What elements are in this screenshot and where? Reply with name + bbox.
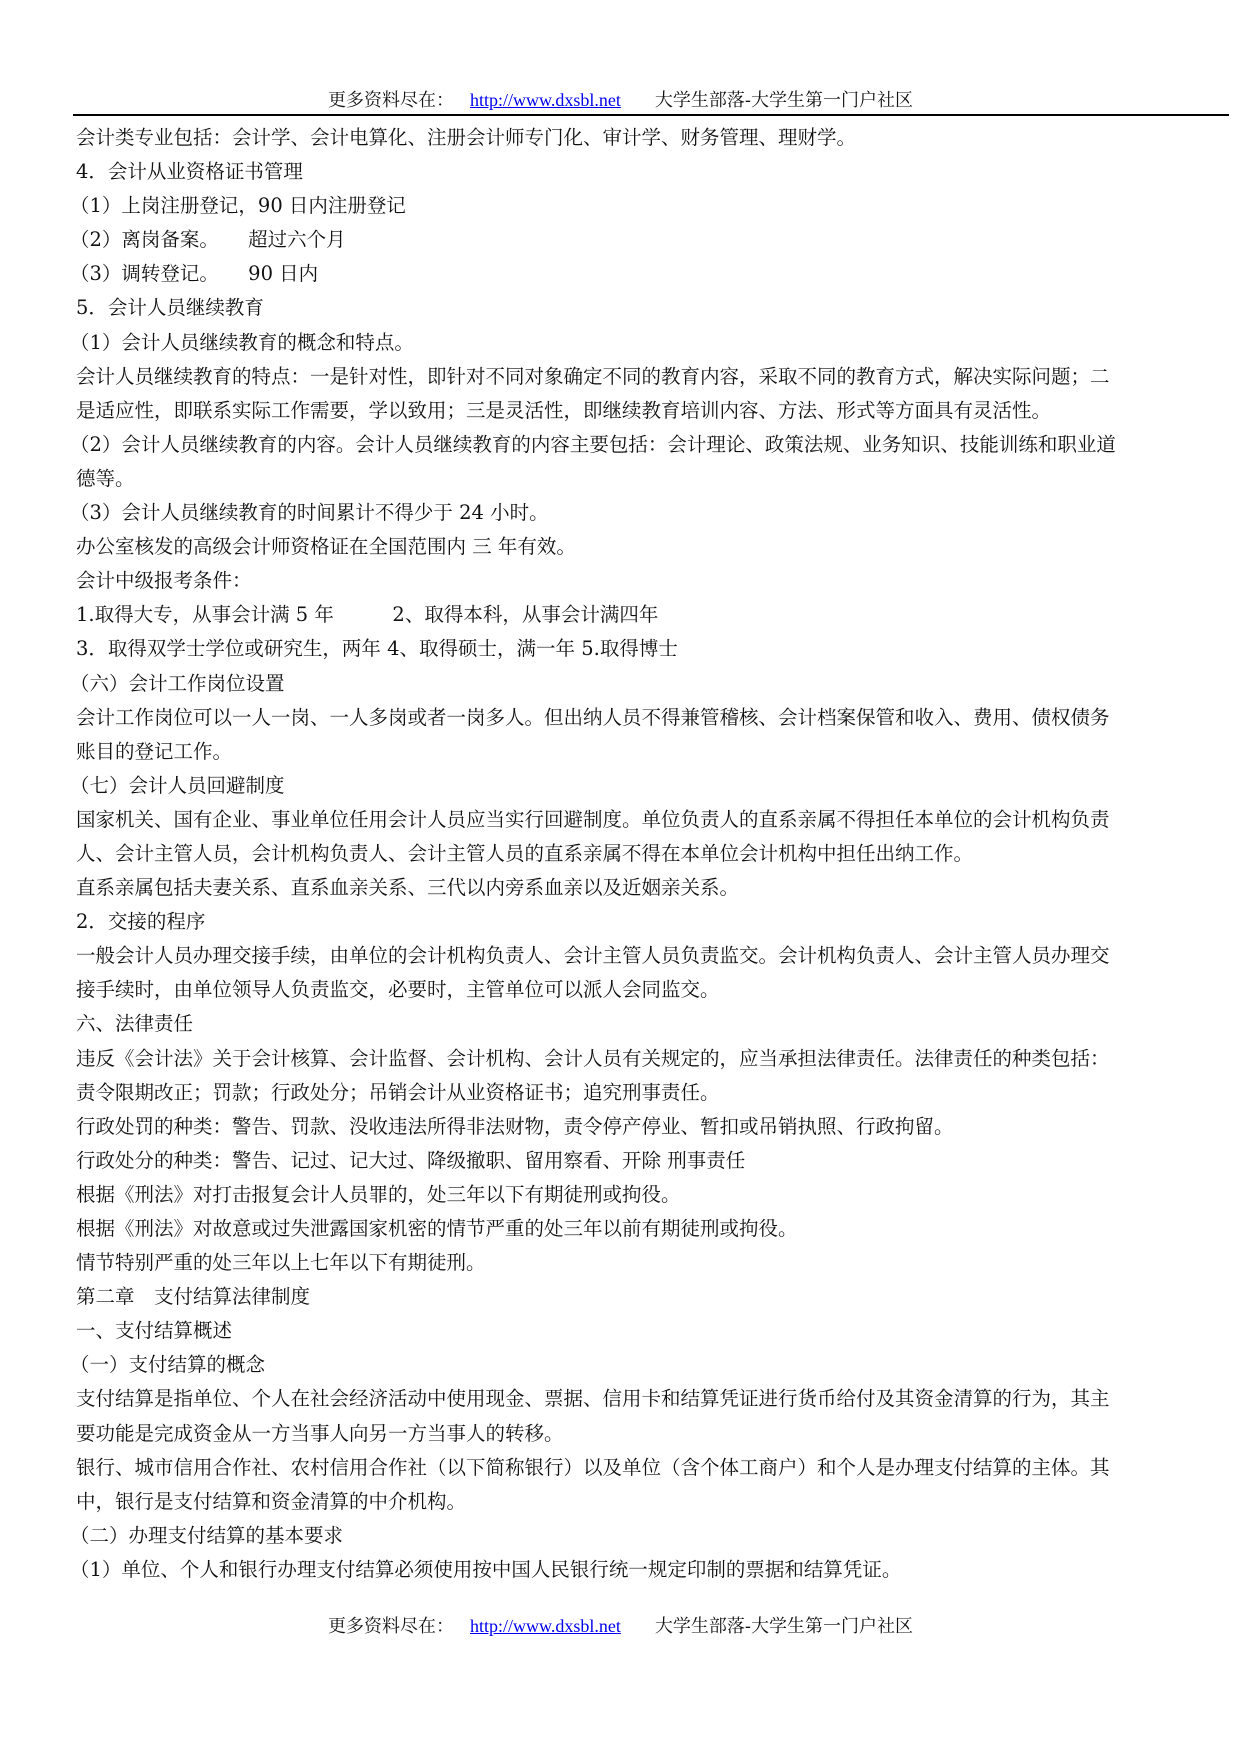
text-line: 5．会计人员继续教育: [76, 296, 264, 320]
text-line: 国家机关、国有企业、事业单位任用会计人员应当实行回避制度。单位负责人的直系亲属不得担任本单位的会计机构负责: [76, 807, 1110, 831]
text-line: 会计类专业包括：会计学、会计电算化、注册会计师专门化、审计学、财务管理、理财学。: [76, 126, 857, 149]
text-line: （六）会计工作岗位设置: [70, 671, 285, 695]
text-line: （一）支付结算的概念: [70, 1353, 266, 1377]
text-line: 根据《刑法》对故意或过失泄露国家机密的情节严重的处三年以前有期徒刑或拘役。: [76, 1217, 798, 1240]
header-site-name: 大学生部落-大学生第一门户社区: [654, 90, 913, 111]
text-line: （2）离岗备案。 超过六个月: [70, 228, 346, 252]
page-header: [0, 88, 1241, 113]
text-line: 直系亲属包括夫妻关系、直系血亲关系、三代以内旁系血亲以及近姻亲关系。: [76, 876, 740, 900]
text-line: 是适应性，即联系实际工作需要，学以致用；三是灵活性，即继续教育培训内容、方法、形式等方面具有灵活性。: [76, 398, 1052, 422]
text-line: 情节特别严重的处三年以上七年以下有期徒刑。: [76, 1251, 486, 1275]
text-line: 支付结算是指单位、个人在社会经济活动中使用现金、票据、信用卡和结算凭证进行货币给付及其资金清算的行为，其主: [76, 1387, 1110, 1411]
text-line: （1）上岗注册登记，90 日内注册登记: [70, 194, 406, 218]
page-footer: [0, 1614, 1241, 1639]
text-line: 4．会计从业资格证书管理: [76, 160, 303, 184]
footer-site-name: 大学生部落-大学生第一门户社区: [654, 1616, 913, 1637]
text-line: 银行、城市信用合作社、农村信用合作社（以下简称银行）以及单位（含个体工商户）和个人是办理支付结算的主体。其: [76, 1455, 1110, 1479]
text-line: 2．交接的程序: [76, 910, 206, 934]
footer-link[interactable]: http://www.dxsbl.net: [470, 1616, 621, 1636]
text-line: 第二章 支付结算法律制度: [76, 1285, 311, 1309]
text-line: 行政处分的种类：警告、记过、记大过、降级撤职、留用察看、开除 刑事责任: [76, 1148, 746, 1172]
text-line: 责令限期改正；罚款；行政处分；吊销会计从业资格证书；追究刑事责任。: [76, 1080, 720, 1104]
text-line: 办公室核发的高级会计师资格证在全国范围内 三 年有效。: [76, 535, 576, 559]
header-link[interactable]: http://www.dxsbl.net: [470, 90, 621, 110]
text-line: 违反《会计法》关于会计核算、会计监督、会计机构、会计人员有关规定的，应当承担法律责任。法律责任的种类包括：: [76, 1046, 1110, 1070]
text-line: 行政处罚的种类：警告、罚款、没收违法所得非法财物，责令停产停业、暂扣或吊销执照、行政拘留。: [76, 1114, 954, 1138]
text-line: 要功能是完成资金从一方当事人向另一方当事人的转移。: [76, 1421, 564, 1445]
text-line: （2）会计人员继续教育的内容。会计人员继续教育的内容主要包括：会计理论、政策法规、业务知识、技能训练和职业道: [70, 432, 1116, 456]
text-line: 根据《刑法》对打击报复会计人员罪的，处三年以下有期徒刑或拘役。: [76, 1182, 681, 1206]
text-line: 会计人员继续教育的特点：一是针对性，即针对不同对象确定不同的教育内容，采取不同的教育方式，解决实际问题；二: [76, 364, 1110, 388]
footer-prefix: 更多资料尽在：: [328, 1616, 455, 1637]
text-line: 会计中级报考条件：: [76, 569, 252, 593]
text-line: 六、法律责任: [76, 1012, 194, 1036]
text-line: （七）会计人员回避制度: [70, 773, 285, 797]
text-line: 中，银行是支付结算和资金清算的中介机构。: [76, 1489, 467, 1513]
text-line: 1.取得大专，从事会计满 5 年 2、取得本科，从事会计满四年: [76, 603, 659, 627]
header-rule: [73, 114, 1229, 116]
text-line: （1）会计人员继续教育的概念和特点。: [70, 330, 414, 354]
text-line: （1）单位、个人和银行办理支付结算必须使用按中国人民银行统一规定印制的票据和结算凭证。: [70, 1557, 902, 1581]
text-line: 接手续时，由单位领导人负责监交，必要时，主管单位可以派人会同监交。: [76, 978, 720, 1002]
text-line: 德等。: [76, 466, 135, 490]
text-line: 一、支付结算概述: [76, 1319, 233, 1343]
text-line: 账目的登记工作。: [76, 739, 233, 763]
header-prefix: 更多资料尽在：: [328, 90, 455, 111]
text-line: （二）办理支付结算的基本要求: [70, 1523, 344, 1547]
text-line: 会计工作岗位可以一人一岗、一人多岗或者一岗多人。但出纳人员不得兼管稽核、会计档案保管和收入、费用、债权债务: [76, 705, 1110, 729]
text-line: 一般会计人员办理交接手续，由单位的会计机构负责人、会计主管人员负责监交。会计机构负责人、会计主管人员办理交: [76, 944, 1110, 968]
document-body: [70, 121, 1230, 1587]
text-line: （3）会计人员继续教育的时间累计不得少于 24 小时。: [70, 501, 549, 525]
text-line: （3）调转登记。 90 日内: [70, 262, 319, 286]
text-line: 3．取得双学士学位或研究生，两年 4、取得硕士，满一年 5.取得博士: [76, 637, 678, 661]
text-line: 人、会计主管人员，会计机构负责人、会计主管人员的直系亲属不得在本单位会计机构中担任出纳工作。: [76, 841, 974, 865]
